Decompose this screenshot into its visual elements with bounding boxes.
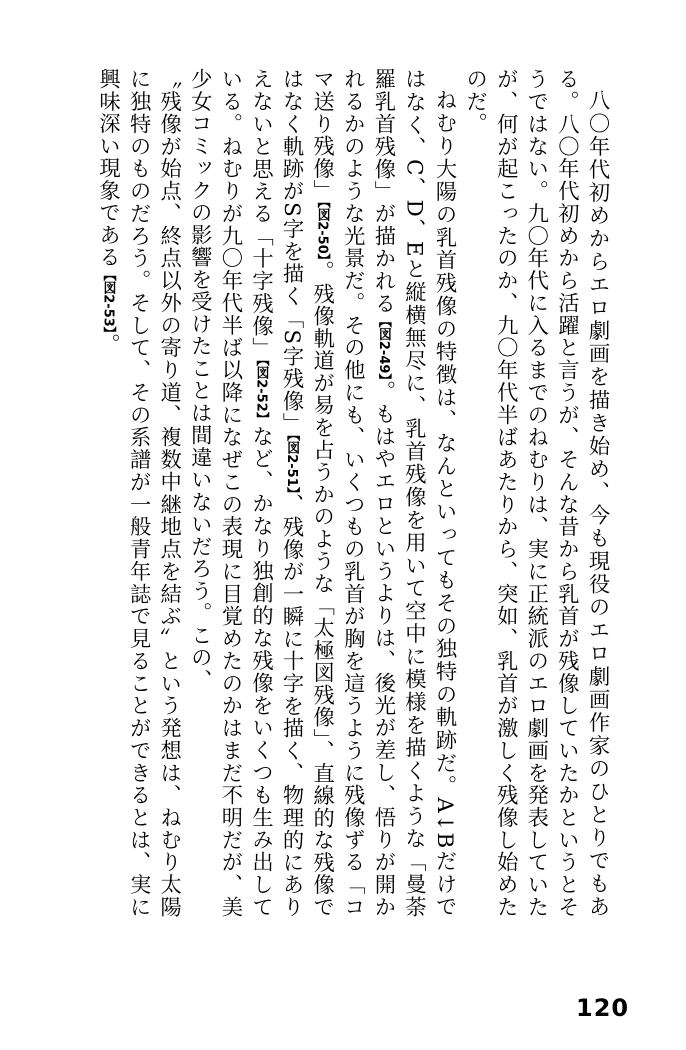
figure-ref-2-53: 【図2-53】 — [100, 268, 116, 334]
figure-ref-2-49: 【図2-49】 — [375, 314, 391, 381]
figure-ref-2-51: 【図2-51】 — [284, 434, 300, 494]
paragraph-3-text-a: 〝残像が始点、終点以外の寄り道、複数中継地点を結ぶ〟という発想は、ねむり太陽に独特のものだろう。そして、その系譜が一般青年誌で見ることができるとは、実に興味深い現象である — [95, 68, 182, 918]
paragraph-2-text-a: ねむり大陽の乳首残像の特徴は、なんといってもその独特の軌跡だ。A↓Bだけではなく、C、D、Eと縦横無尽に、乳首残像を用いて空中に模様を描くような「曼荼羅乳首残像」が描かれる — [370, 68, 458, 918]
paragraph-2 — [184, 68, 459, 918]
paragraph-2-text-e: など、かなり独創的な残像をいくつも生み出している。ねむりが九〇年代半ば以降になぜこの表現に目覚めたのかはまだ不明だが、美少女コミックの影響を受けたことは間違いないだろう。この、 — [187, 68, 274, 918]
vertical-text-body — [92, 68, 612, 918]
paragraph-3-text-b: 。 — [95, 333, 121, 356]
paragraph-2-text-b: 。もはやエロというよりは、後光が差し、悟りが開かれるかのような光景だ。その他にも、いくつもの乳首が胸を這うように残像ずる「コマ送り残像」 — [309, 68, 396, 918]
paragraph-2-text-c: 。残像軌道が易を占うかのような「太極図残像」、直線的な残像ではなく軌跡がS字を描く「S字残像」 — [279, 68, 335, 918]
figure-ref-2-52: 【図2-52】 — [253, 359, 269, 426]
paragraph-3 — [92, 68, 184, 918]
paragraph-1 — [459, 68, 612, 918]
figure-ref-2-50: 【図2-50】 — [314, 201, 330, 261]
page-number: 120 — [576, 994, 630, 1022]
paragraph-1-text: 八〇年代初めからエロ劇画を描き始め、今も現役のエロ劇画作家のひとりでもある。八〇年代初めから活躍と言うが、そんな昔から乳首が残像していたかというとそうではない。九〇年代に入るまでのねむりは、実に正統派のエロ劇画を発表していたが、何が起こったのか、九〇年代半ばあたりから、突如、乳首が激しく残像し始めたのだ。 — [462, 68, 610, 918]
paragraph-2-text-d: 、残像が一瞬に十字を描く、物理的にありえないと思える「十字残像」 — [248, 68, 305, 918]
